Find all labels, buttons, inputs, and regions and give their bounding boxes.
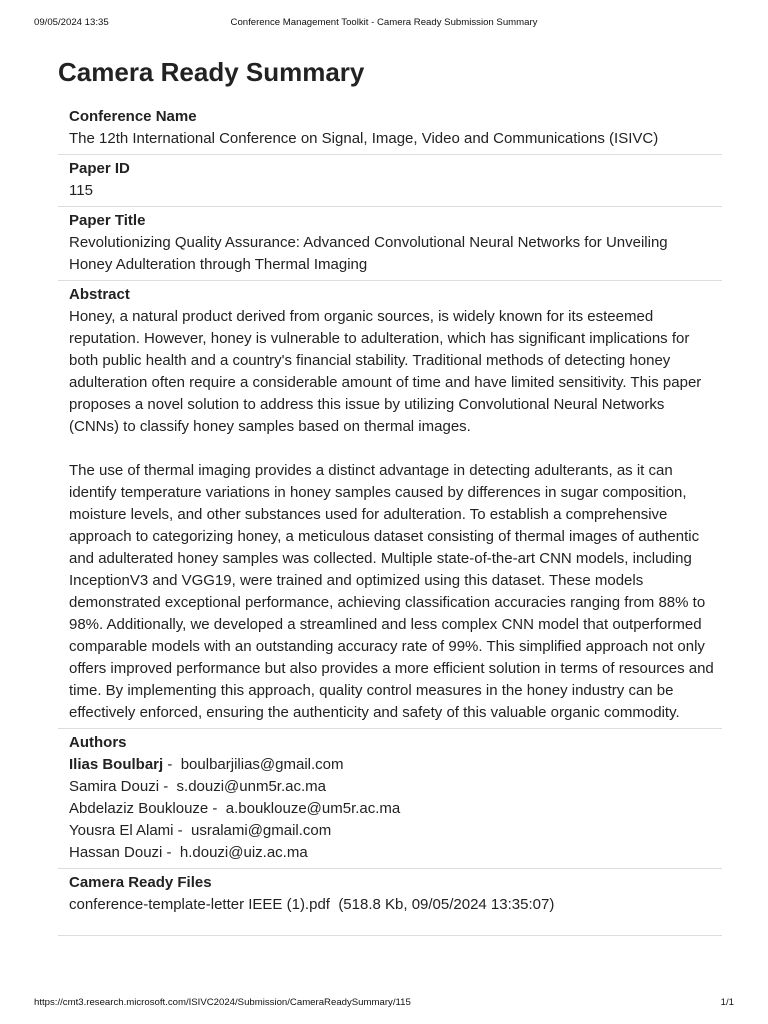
paper-title-label: Paper Title xyxy=(69,212,146,229)
author-name: Yousra El Alami xyxy=(69,822,174,839)
author-separator: - xyxy=(159,778,177,795)
author-email: h.douzi@uiz.ac.ma xyxy=(179,844,308,861)
paper-id-value: 115 xyxy=(69,182,93,199)
conference-name-label: Conference Name xyxy=(69,108,197,125)
abstract-paragraph: The use of thermal imaging provides a distinct advantage in detecting adulterants, as it can identify temperature variations in honey samples caused by differences in sugar composition, moisture levels, and other substances used for adulteration. To establish a comprehensive approach to categorizing honey, a meticulous dataset consisting of thermal images of authentic and adulterated honey samples was collected. Multiple state-of-the-art CNN models, including InceptionV3 and VGG19, were trained and optimized using this dataset. These models demonstrated exceptional performance, achieving classification accuracies ranging from 88% to 98%. Additionally, we developed a streamlined and less complex CNN model that outperformed comparable models with an outstanding accuracy rate of 99%. This simplified approach not only offers improved performance but also provides a more efficient solution in terms of resources and time. By implementing this approach, quality control measures in the honey industry can be effectively enforced, ensuring the authenticity and safety of this valuable organic commodity. xyxy=(69,462,714,721)
print-document-title: Conference Management Toolkit - Camera Ready Submission Summary xyxy=(230,17,538,28)
author-name: Samira Douzi xyxy=(69,778,160,795)
print-url: https://cmt3.research.microsoft.com/ISIVC2024/Submission/CameraReadySummary/115 xyxy=(34,997,411,1008)
author-entry xyxy=(69,820,714,842)
camera-ready-files-label: Camera Ready Files xyxy=(69,874,212,891)
print-header xyxy=(34,17,734,29)
camera-ready-summary xyxy=(58,103,722,936)
author-separator: - xyxy=(173,822,192,839)
paper-title-value: Revolutionizing Quality Assurance: Advanced Convolutional Neural Networks for Unveiling Honey Adulteration through Thermal Imaging xyxy=(69,234,668,273)
author-name: Abdelaziz Bouklouze xyxy=(69,800,209,817)
paragraph-spacer xyxy=(69,438,714,460)
abstract-section xyxy=(58,281,722,729)
paper-id-label: Paper ID xyxy=(69,160,130,177)
author-separator: - xyxy=(163,756,181,773)
print-footer xyxy=(34,997,734,1009)
conference-name-value: The 12th International Conference on Signal, Image, Video and Communications (ISIVC) xyxy=(69,130,659,147)
author-entry xyxy=(69,776,714,798)
authors-section xyxy=(58,729,722,869)
author-email: usralami@gmail.com xyxy=(191,822,332,839)
author-email: a.bouklouze@um5r.ac.ma xyxy=(225,800,401,817)
author-entry xyxy=(69,754,714,776)
page-title: Camera Ready Summary xyxy=(58,57,365,87)
abstract-label: Abstract xyxy=(69,286,130,303)
author-name: Hassan Douzi xyxy=(69,844,163,861)
authors-label: Authors xyxy=(69,734,127,751)
author-name: Ilias Boulbarj xyxy=(69,756,164,773)
file-details: (518.8 Kb, 09/05/2024 13:35:07) xyxy=(338,896,555,913)
camera-ready-files-section xyxy=(58,869,722,936)
author-email: boulbarjilias@gmail.com xyxy=(180,756,344,773)
abstract-paragraph: Honey, a natural product derived from organic sources, is widely known for its esteemed reputation. However, honey is vulnerable to adulteration, which has significant implications for both public health and a country's financial stability. Traditional methods of detecting honey adulteration often require a considerable amount of time and have limited sensitivity. This paper proposes a novel solution to address this issue by utilizing Convolutional Neural Networks (CNNs) to classify honey samples based on thermal images. xyxy=(69,308,702,435)
author-email: s.douzi@unm5r.ac.ma xyxy=(176,778,326,795)
author-separator: - xyxy=(162,844,180,861)
print-datetime: 09/05/2024 13:35 xyxy=(34,17,109,28)
file-name: conference-template-letter IEEE (1).pdf xyxy=(69,896,330,913)
author-separator: - xyxy=(208,800,226,817)
paper-id-section xyxy=(58,155,722,207)
conference-name-section xyxy=(58,103,722,155)
file-entry xyxy=(69,894,714,916)
author-entry xyxy=(69,842,714,864)
paper-title-section xyxy=(58,207,722,281)
print-page-count: 1/1 xyxy=(720,997,734,1008)
author-entry xyxy=(69,798,714,820)
